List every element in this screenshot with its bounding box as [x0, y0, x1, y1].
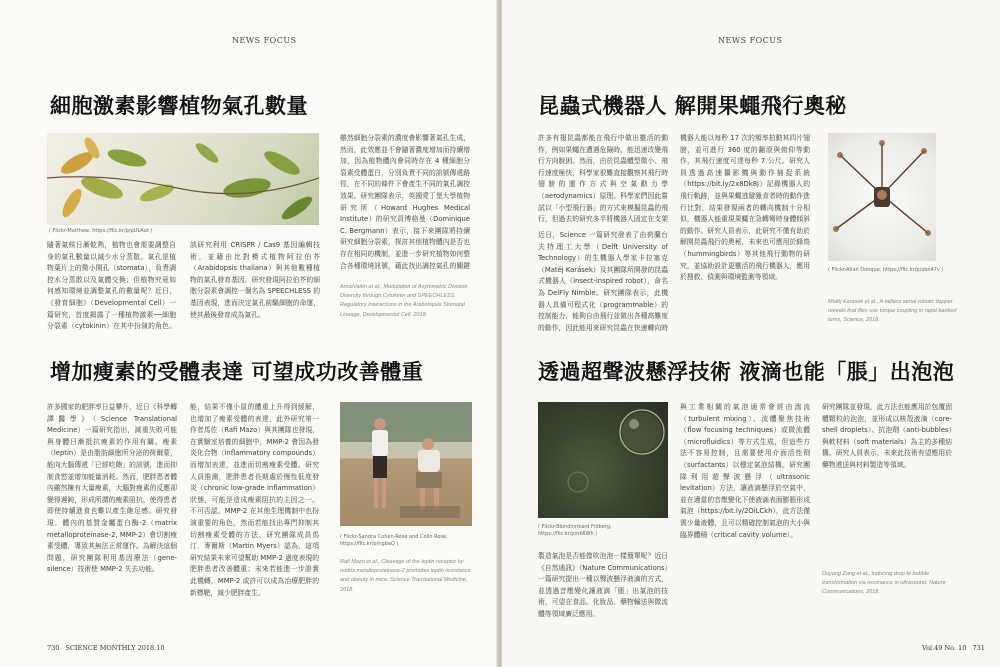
robot-col1: 許多有翅昆蟲都能在飛行中做出靈活的動作，例如果蠅在遭遇危險時，能迅速改變飛行方向脫困。然而，由於昆蟲體型微小、飛行速度極快，科學家很難直接觀察其飛行時翅膀的運作方式與空氣動力學（aerodynamics）原理。科學家們因此嘗試以「小型飛行器」的方式來模擬昆蟲的飛行，但過去的研究多半將機器人固定在支架: [538, 134, 668, 224]
robot-col2: 近日，Science 一篇研究發表了由荷蘭台夫特理工大學（Delft University of Technology）的生機器人學家卡拉塞克（Matěj Karásek）及其團隊所開發的昆蟲式機器人（insect-inspired robot），命名為 DelFly Nimble。研究團隊表示，此機器人具備可程式化（programmable）的控制能力，能夠自由飛行並做出各種高難度的動作，因此能用來研究昆蟲在快速轉向時: [538, 231, 668, 332]
photo-credit: ( Flickr-Matthew, https://flic.kr/p/pULAut ): [49, 228, 153, 234]
obesity-col2: 能，結果不僅小鼠的體重上升得到緩解，也增加了瘦素受體的表達，此外研究第一作者馬佐（Rafi Mazo）與其團隊也發現，在實驗室培養的細胞中，MMP-2 會因為發炎化合物（inflammatory compounds）而增加表達，並進而切割瘦素受體。研究人員推測，肥胖患者長期處於慢性低度發炎（chronic low-grade inflammation）狀態，可能是造成瘦素阻抗的主因之一。不可否認，MMP-2 在其他生理機制中也扮演重要的角色，然而若能找出專門抑制其切割瘦素受體的方法，研究團隊成員馬汀．麥爾斯（Martin Myers）認為，這項研究結果未來可望幫助 MMP-2 過度表現的肥胖患者改善體重；未來若能進一步證實此機轉，MMP-2 或許可以成為治療肥胖的新標靶，減少肥胖產生。: [190, 403, 319, 597]
stomata-col2: 該研究利用 CRISPR / Cas9 基因編輯技術，並藉由比對模式植物阿拉伯芥（Arabidopsis thaliana）與其他數種植物的氣孔發育基因，研究發現阿拉伯芥的細胞分裂素會調控一個名為 SPEECHLESS 的基因表現，進而決定氣孔前驅細胞的命運，使其最後發育成為氣孔。: [190, 241, 320, 319]
soap-bubble-illustration: [538, 402, 668, 518]
bubble-reference: Duyang Zang et al., Inducing drop to bubble transformation via resonance in ultrasound, Nature Communications, 2018.: [822, 571, 946, 596]
robot-reference: Matěj Karásek et al., A tailless aerial robotic flapper reveals that flies use torque coupling in rapid banked turns, Science, 2018.: [828, 299, 957, 324]
article-title-obesity: 增加瘦素的受體表達 可望成功改善體重: [50, 360, 424, 384]
obesity-photo: [340, 402, 472, 526]
right-page: [502, 0, 1000, 667]
stomata-reference: AnnaVatén et al., Modulation of Asymmetric Division Diversity through Cytokinin and SPEECHLESS Regulatory Interactions in the Arabidopsis Stomatal Lineage, Developmental Cell, 2018.: [340, 284, 468, 318]
running-head: NEWS FOCUS: [232, 36, 297, 45]
robot-photo: [828, 133, 936, 261]
article-title-robot: 昆蟲式機器人 解開果蠅飛行奧秘: [538, 94, 847, 118]
left-page: [0, 0, 498, 667]
stomata-photo: [47, 133, 319, 225]
bubble-col2: 與工業相關的氣泡通常會經由湍流（turbulent mixing）、流體聚焦技術（flow focusing techniques）或微流體（microfluidics）等方式生成，但這些方法不容易控制，且需要使用介面活性劑（surfactants）以穩定氣泡結構。研究團隊利用超聲波懸浮（ultrasonic levitation）方法，讓液滴懸浮於空氣中，並在適當的音壓變化下使液滴表面膨脹形成氣泡（https://bit.ly/2OiLCkh），此方法僅需少量液體，且可以精確控制氣泡的大小與臨界體積（critical cavity volume）。: [680, 403, 810, 539]
photo-credit: ( Flickr-Allan Donque, https://flic.kr/p/xbn47v ): [828, 267, 944, 273]
bubble-col1: 製造氣泡是否能像吹泡泡一樣簡單呢？近日《自然通訊》（Nature Communications）一篇研究提出一種以聲波懸浮液滴的方式，並透過音壓變化讓液滴「脹」出氣泡的技術，可望在食品、化妝品、藥物輸送與微流體等領域廣泛應用。: [538, 552, 668, 618]
running-head: NEWS FOCUS: [718, 36, 783, 45]
stomata-col1: 隨著氣候日漸乾熱，植物也會需要調整自身的氣孔數量以減少水分蒸散。氣孔是植物葉片上的微小開孔（stomata），負責調控水分蒸散以及氣體交換；但植物究竟如何感知環境並調整氣孔的數量呢？近日，《發育細胞》（Developmental Cell）一篇研究，首度揭露了一種植物激素──細胞分裂素（cytokinin）在其中扮演的角色。: [47, 241, 176, 331]
article-title-bubble: 透過超聲波懸浮技術 液滴也能「脹」出泡泡: [538, 360, 955, 384]
obesity-reference: Rafi Mazo et al., Cleavage of the leptin receptor by matrix metalloproteinase-2 promotes leptin resistance and obesity in mice, Science Translational Medicine, 2018.: [340, 559, 471, 593]
bubble-photo: [538, 402, 668, 518]
volume-issue: Vol.49 No. 10: [922, 644, 967, 652]
page-number: 730: [47, 644, 60, 652]
article-title-stomata: 細胞激素影響植物氣孔數量: [50, 94, 308, 118]
obesity-col1: 許多國家的肥胖率日益攀升，近日《科學轉譯醫學》（Science Translational Medicine）一篇研究指出，減重失敗可能與身體日漸抵抗瘦素的作用有關。瘦素（leptin）是由脂肪細胞所分泌的荷爾蒙，能向大腦傳遞「已經吃飽」的訊號，進而抑制食慾並增加能量消耗。然而，肥胖患者體內雖然擁有大量瘦素，大腦對瘦素的反應卻變得遲鈍，形成所謂的瘦素阻抗，使得患者即使持續進食也難以產生飽足感。研究發現，體內的基質金屬蛋白酶-2（matrix metalloproteinase-2, MMP-2）會切割瘦素受體，導致其無法正常運作。為解決這個問題，研究團隊利用基因療法（gene-silence）技術使 MMP-2 失去功能。: [47, 403, 177, 574]
people-on-beach-illustration: [340, 402, 472, 526]
robot-col3: 機器人能以每秒 17 次的頻率拍動其四片翅膀，並可進行 360 度的翻滾與俯仰等動作，其飛行速度可達每秒 7 公尺。研究人員透過高速攝影機與動作捕捉系統（https://bit.ly/2x8Dk8j）記錄機器人的飛行軌跡，並與果蠅逃避獵食者時的動作進行比對，結果發現兩者的轉向機制十分相似，機器人能重現果蠅在急轉彎時身體傾斜的動作。研究人員表示，此研究不僅有助於解開昆蟲飛行的奧秘，未來也可應用於蜂鳥（hummingbirds）等其他飛行動物的研究，並協助設計更靈活的飛行機器人，應用於搜救、偵測與環境監測等領域。: [680, 134, 810, 282]
leaves-illustration: [47, 133, 319, 225]
publication-name: SCIENCE MONTHLY 2018.10: [65, 644, 165, 652]
footer-page-number-left: [47, 644, 165, 652]
photo-credit: ( Flickr-Blondinrikard Fröberg, https://flic.kr/p/nk6Wh ): [538, 524, 612, 537]
stomata-col3: 雖然細胞分裂素的濃度會影響著氣孔生成，然而，此效應並不會隨著濃度增加而持續增加，因為植物體內會同時存在 4 種細胞分裂素受體蛋白，分別負責不同的訊號傳遞路徑，在不同的條件下會產生不同的氣孔調控效果。研究團隊表示，英國愛丁堡大學植物研究所（Howard Hughes Medical Institute）的研究員博格曼（Dominique C. Bergmann）表示，接下來團隊將持續研究細胞分裂素，探討其他植物體內是否也存在相同的機制，並進一步研究植物如何整合各種環境訊號，藉此找出調控氣孔的關鍵: [340, 134, 470, 270]
photo-credit: ( Flickr-Sandra Cohen-Rose and Colin Rose, https://flic.kr/p/ngbaQ ): [340, 534, 448, 547]
flapping-robot-illustration: [828, 133, 936, 261]
bubble-col3: 研究團隊並發現，此方法也能應用於包覆固體顆粒的泡泡，並形成以核殼液滴（core-shell droplets）、抗泡劑（anti-bubbles）與軟材料（soft materials）為主的多種結構。研究人員表示，未來此技術有望應用於藥物遞送與材料製造等領域。: [822, 403, 952, 469]
page-number: 731: [972, 644, 985, 652]
footer-page-number-right: [922, 644, 985, 652]
